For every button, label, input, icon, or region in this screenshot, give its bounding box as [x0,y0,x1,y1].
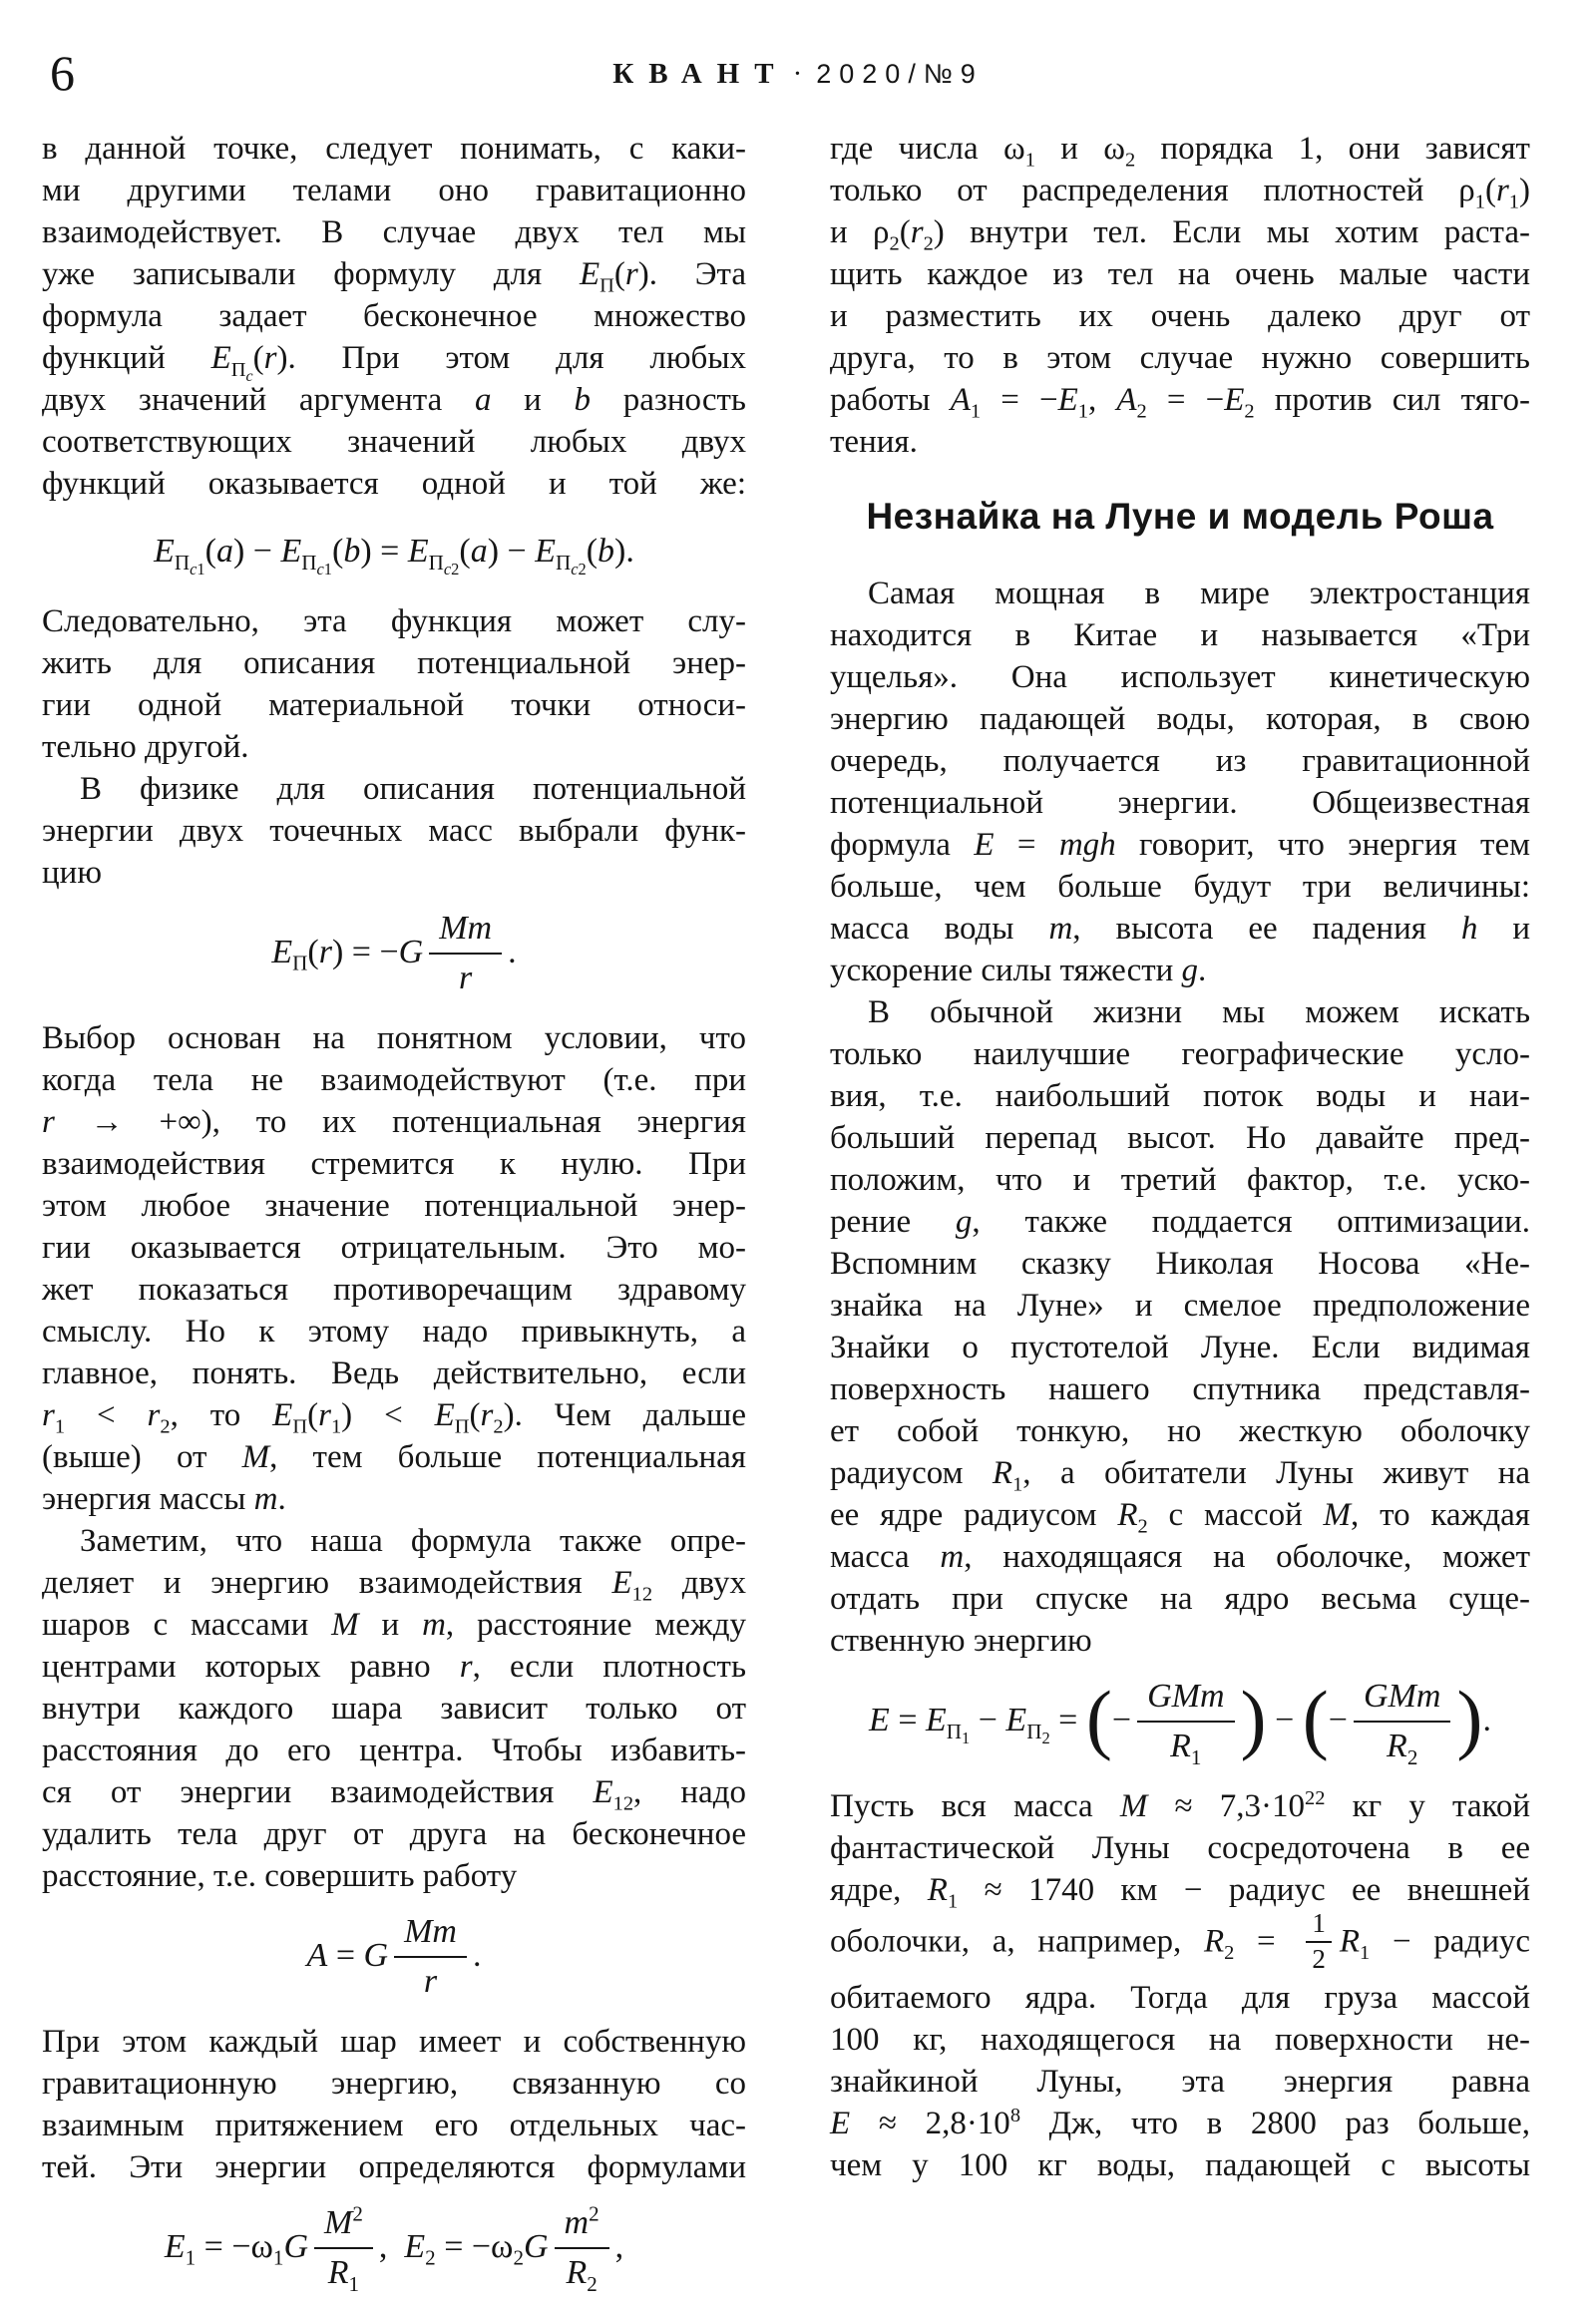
text-line: знайка на Луне» и смелое предположение [830,1288,1530,1324]
text-line: Самая мощная в мире электростанция [868,576,1530,611]
text-line: Заметим, что наша формула также опре- [80,1523,746,1560]
text-line: Вспомним сказку Николая Носова «Не- [830,1246,1530,1282]
text-line: работы $A_1 = -E_1$, $A_2 = -E_2$ против сил тяго- [830,382,1530,423]
text-line: расстояние, т.е. совершить работу [42,1858,518,1895]
text-line: ся от энергии взаимодействия $E_{12}$, надо [42,1774,746,1815]
text-line: смыслу. Но к этому надо привыкнуть, а [42,1314,746,1350]
text-line: При этом каждый шар имеет и собственную [42,2024,746,2061]
text-line: энергии двух точечных масс выбрали функ- [42,813,746,849]
text-line: гии одной материальной точки относи- [42,687,746,723]
text-line: фантастической Луны сосредоточена в ее [830,1830,1530,1867]
text-line: $r_1 < r_2$, то $E_П(r_1) < E_П(r_2)$. Чем дальше [42,1397,746,1438]
journal-separator: · [792,58,803,90]
journal-issue: 2020/№9 [816,59,984,89]
display-formula: A = G $\frac{Mm}{r}$ . [306,1913,482,2001]
text-line: формула E = mgh говорит, что энергия тем [830,827,1530,863]
paragraph [830,1785,1530,2186]
text-line: отдать при спуске на ядро весьма суще- [830,1581,1530,1617]
paragraph [42,2021,746,2188]
journal-header [0,58,1596,91]
text-line: щить каждое из тел на очень малые части [830,256,1530,292]
text-line: взаимодействия стремится к нулю. При [42,1146,746,1183]
paragraph [830,573,1530,991]
text-line: находится в Китае и называется «Три [830,617,1530,653]
text-line: этом любое значение потенциальной энер- [42,1188,746,1225]
text-line: ее ядре радиусом $R_2$ с массой M, то каждая [830,1497,1530,1538]
journal-title: КВАНТ [612,58,789,90]
text-line: соответствующих значений любых двух [42,424,746,460]
text-line: только наилучшие географические усло- [830,1036,1530,1072]
text-line: очередь, получается из гравитационной [830,743,1530,779]
text-line: только от распределения плотностей $\rho_1(r_1)$ [830,173,1530,213]
text-line: вия, т.е. наибольший поток воды и наи- [830,1078,1530,1114]
text-line: центрами которых равно r, если плотность [42,1649,746,1686]
text-line: тей. Эти энергии определяются формулами [42,2149,746,2186]
text-line: (выше) от M, тем больше потенциальная [42,1439,746,1476]
paragraph [42,1520,746,1897]
paragraph [42,600,746,768]
text-line: чем у 100 кг воды, падающей с высоты [830,2146,1530,2183]
text-line: взаимным притяжением его отдельных час- [42,2108,746,2144]
text-line: энергия массы m. [42,1481,286,1518]
text-line: расстояния до его центра. Чтобы избавить- [42,1733,746,1769]
text-line: больший перепад высот. Но давайте пред- [830,1120,1530,1156]
text-line: и $\rho_2(r_2)$ внутри тел. Если мы хотим раста- [830,214,1530,255]
right-column [830,128,1530,2186]
text-line: деляет и энергию взаимодействия $E_{12}$ двух [42,1565,747,1606]
paragraph [42,768,746,894]
text-line: Знайки о пустотелой Луне. Если видимая [830,1330,1530,1365]
text-line: и разместить их очень далеко друг от [830,298,1530,334]
text-line: обитаемого ядра. Тогда для груза массой [830,1979,1530,2016]
text-line: жить для описания потенциальной энер- [42,645,746,681]
paragraph [42,1017,746,1520]
text-line: оболочки, а, например, $R_2$ = $\frac{1}{2}$ $R_1$ − радиус [830,1908,1530,1974]
section-heading: Незнайка на Луне и модель Роша [866,496,1494,537]
text-line: потенциальной энергии. Общеизвестная [830,785,1530,821]
text-line: функций $E_{П_c}(r)$. При этом для любых [42,340,747,385]
text-line: радиусом $R_1$, а обитатели Луны живут на [830,1455,1530,1496]
text-line: В физике для описания потенциальной [80,771,746,807]
left-column [42,128,746,2313]
paragraph [830,991,1530,1662]
text-line: друга, то в этом случае нужно совершить [830,340,1530,376]
page-number: 6 [50,45,75,101]
text-line: ядре, $R_1 \approx 1740$ км − радиус ее внешней [830,1872,1530,1913]
text-line: тельно другой. [42,729,249,765]
text-line: где числа $\omega_1$ и $\omega_2$ порядка 1, они зависят [830,131,1530,172]
display-formula: $E_1 = -\omega_1G$ $\frac{M^2}{R_1}$ , $E_2 = -\omega_2G$ $\frac{m^2}{R_2}$ , [164,2202,624,2297]
text-line: больше, чем больше будут три величины: [830,869,1530,905]
text-line: двух значений аргумента a и b разность [42,382,746,418]
text-line: ми другими телами оно гравитационно [42,173,746,208]
text-line: энергию падающей воды, которая, в свою [830,701,1530,737]
text-line: когда тела не взаимодействуют (т.е. при [42,1062,746,1099]
text-line: удалить тела друг от друга на бесконечное [42,1816,746,1853]
text-line: Пусть вся масса $M \approx 7,3\cdot 10^{22}$ кг у такой [830,1787,1530,1825]
display-formula: $E_{П_{c1}}(a) - E_{П_{c1}}(b) = E_{П_{c2}}(a) - E_{П_{c2}}(b)$. [154,533,634,578]
text-line: знайкиной Луны, эта энергия равна [830,2063,1530,2100]
text-line: в данной точке, следует понимать, с каки- [42,131,746,167]
text-line: $E \approx 2,8\cdot 10^8$ Дж, что в 2800 раз больше, [830,2104,1530,2141]
text-line: ущелья». Она использует кинетическую [830,659,1530,695]
text-line: функций оказывается одной и той же: [42,466,746,502]
text-line: масса m, находящаяся на оболочке, может [830,1539,1531,1575]
text-line: жет показаться противоречащим здравому [42,1272,746,1309]
text-line: ускорение силы тяжести g. [830,953,1207,988]
text-line: поверхность нашего спутника представля- [830,1371,1530,1407]
text-line: Следовательно, эта функция может слу- [42,603,746,639]
text-line: r → +∞), то их потенциальная энергия [42,1104,746,1141]
display-formula: $E_П(r) = -G$ $\frac{Mm}{r}$ . [271,910,517,997]
text-line: Выбор основан на понятном условии, что [42,1020,746,1057]
text-line: гравитационную энергию, связанную со [42,2066,746,2103]
text-line: взаимодействует. В случае двух тел мы [42,214,746,250]
paragraph [830,128,1530,463]
text-line: внутри каждого шара зависит только от [42,1691,746,1728]
text-line: уже записывали формулу для $E_П(r)$. Эта [42,256,746,297]
text-line: 100 кг, находящегося на поверхности не- [830,2021,1530,2058]
text-line: ственную энергию [830,1623,1092,1659]
text-line: рение g, также поддается оптимизации. [830,1204,1530,1240]
text-line: ет собой тонкую, но жесткую оболочку [830,1413,1530,1449]
text-line: цию [42,855,102,891]
paragraph [42,128,746,505]
text-line: формула задает бесконечное множество [42,298,746,334]
display-formula: $E = E_{П_1} - E_{П_2}$ = (− GMm $R_1$ ) − (− GMm $R_2$ ). [869,1675,1491,1769]
text-line: главное, понять. Ведь действительно, если [42,1355,746,1392]
text-line: тения. [830,424,918,460]
text-line: масса воды m, высота ее падения h и [830,911,1530,947]
text-line: В обычной жизни мы можем искать [868,994,1530,1030]
text-line: гии оказывается отрицательным. Это мо- [42,1230,746,1267]
text-line: положим, что и третий фактор, т.е. уско- [830,1162,1530,1198]
text-line: шаров с массами M и m, расстояние между [42,1607,746,1644]
